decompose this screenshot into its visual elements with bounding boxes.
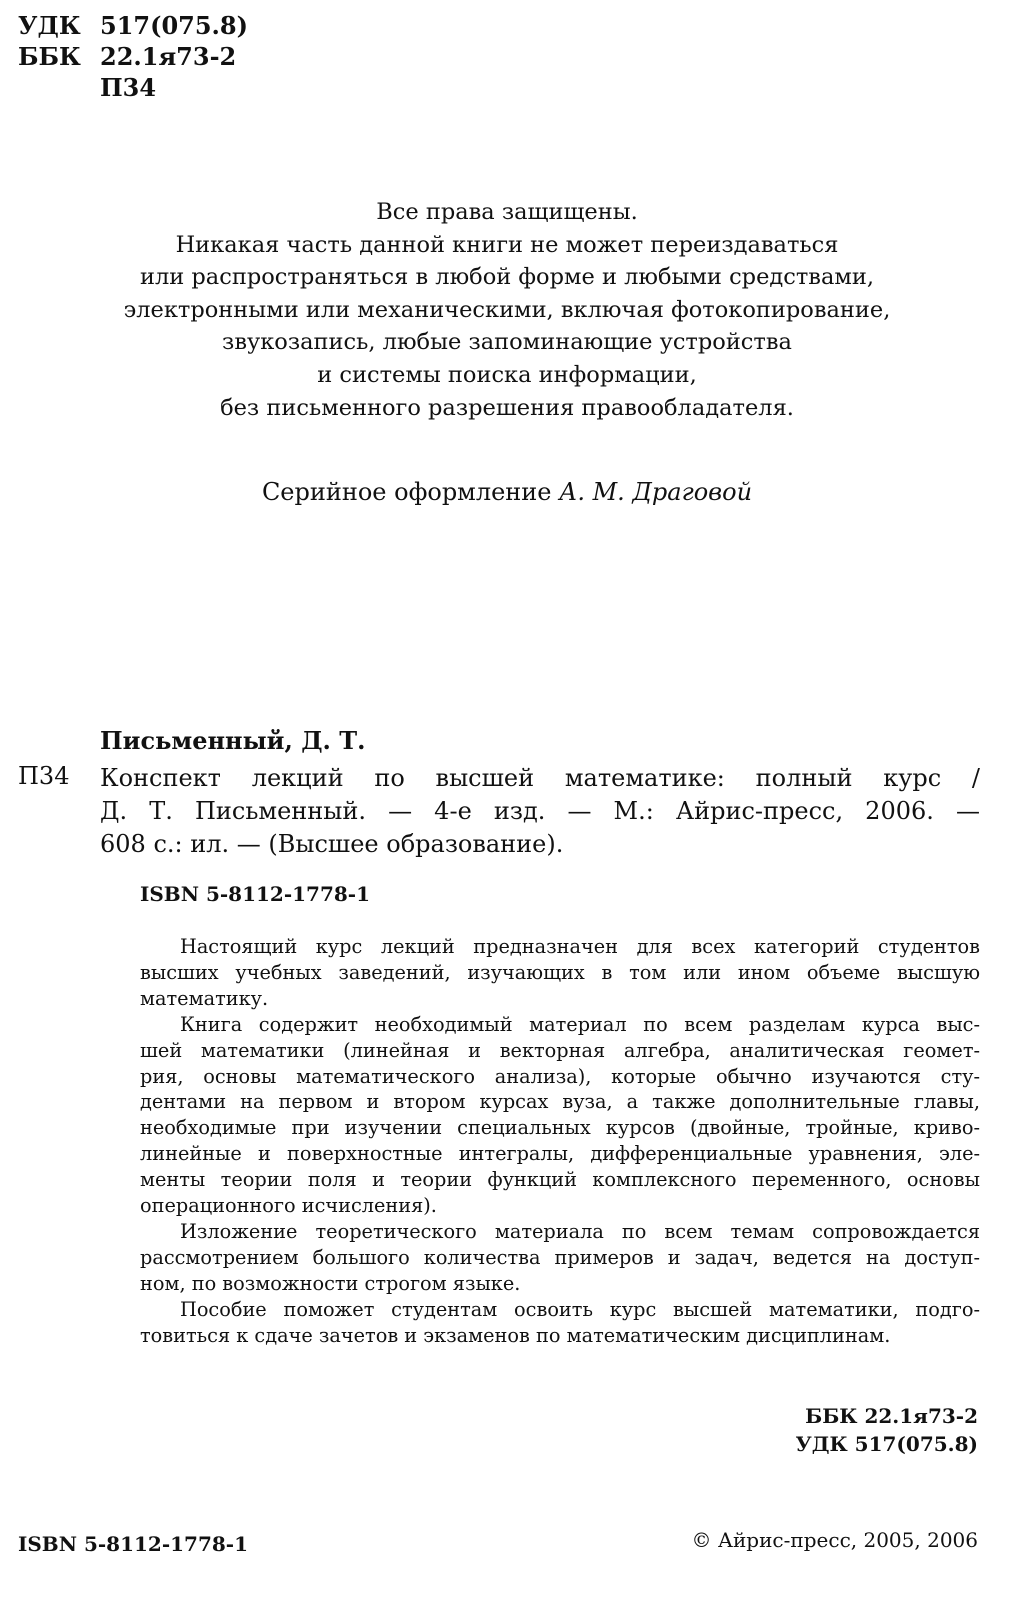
bbk-value: 22.1я73-2 <box>100 42 237 71</box>
bbk-label: ББК <box>18 42 81 71</box>
annotation-line: товиться к сдаче зачетов и экзаменов по математическим дисциплинам. <box>140 1323 891 1347</box>
footer-isbn: ISBN 5-8112-1778-1 <box>18 1532 249 1556</box>
rights-line: или распространяться в любой форме и любыми средствами, <box>139 264 875 291</box>
rights-line: Все права защищены. <box>376 199 638 225</box>
annotation-line: линейные и поверхностные интегралы, дифференциальные уравнения, эле- <box>140 1142 980 1166</box>
annotation-line: рассмотрением большого количества примеров и задач, ведется на доступ- <box>140 1245 980 1269</box>
series-design-prefix: Серийное оформление <box>261 478 552 506</box>
rights-line: звукозапись, любые запоминающие устройства <box>222 329 792 356</box>
copyright-notice: © Айрис-пресс, 2005, 2006 <box>691 1528 978 1552</box>
footer-bbk: ББК 22.1я73-2 <box>805 1404 978 1428</box>
annotation-line: рия, основы математического анализа), которые обычно изучаются сту- <box>140 1064 980 1088</box>
rights-line: Никакая часть данной книги не может переиздаваться <box>175 231 839 258</box>
series-design-credit <box>0 478 1014 506</box>
bibliographic-description <box>100 762 980 861</box>
record-isbn: ISBN 5-8112-1778-1 <box>140 882 371 906</box>
annotation-line: шей математики (линейная и векторная алгебра, аналитическая геомет- <box>140 1038 980 1062</box>
annotation-line: менты теории поля и теории функций комплексного переменного, основы <box>140 1168 980 1192</box>
bbk-line <box>18 41 248 72</box>
rights-line: электронными или механическими, включая фотокопирование, <box>123 296 891 323</box>
rights-notice <box>0 196 1014 424</box>
udk-label: УДК <box>18 11 81 40</box>
annotation-line: Изложение теоретического материала по всем темам сопровождается <box>180 1219 980 1243</box>
classification-codes <box>18 10 248 103</box>
udk-line <box>18 10 248 41</box>
annotation-line: дентами на первом и втором курсах вуза, а также дополнительные главы, <box>140 1090 980 1114</box>
biblio-line: 608 с.: ил. — (Высшее образование). <box>100 830 564 858</box>
rights-line: и системы поиска информации, <box>317 361 697 388</box>
annotation-line: Пособие поможет студентам освоить курс высшей математики, подго- <box>180 1297 980 1321</box>
biblio-line: Д. Т. Письменный. — 4-е изд. — М.: Айрис-пресс, 2006. — <box>100 797 980 825</box>
annotation <box>140 934 980 1349</box>
annotation-line: высших учебных заведений, изучающих в том или ином объеме высшую <box>140 960 980 984</box>
annotation-line: ном, по возможности строгом языке. <box>140 1271 521 1295</box>
annotation-line: операционного исчисления). <box>140 1194 437 1218</box>
record-author: Письменный, Д. Т. <box>100 726 366 755</box>
author-mark: П34 <box>100 73 157 102</box>
annotation-line: необходимые при изучении специальных курсов (двойные, тройные, криво- <box>140 1116 980 1140</box>
annotation-line: Книга содержит необходимый материал по всем разделам курса выс- <box>180 1012 980 1036</box>
annotation-line: Настоящий курс лекций предназначен для всех категорий студентов <box>180 935 980 958</box>
biblio-line: Конспект лекций по высшей математике: полный курс / <box>100 764 980 792</box>
series-designer-name: А. М. Драговой <box>559 478 753 506</box>
rights-line: без письменного разрешения правообладателя. <box>220 394 794 421</box>
udk-value: 517(075.8) <box>100 11 248 40</box>
record-author-mark: П34 <box>18 762 70 790</box>
footer-classification <box>796 1402 978 1458</box>
annotation-line: математику. <box>140 986 269 1010</box>
footer-udk: УДК 517(075.8) <box>795 1432 978 1456</box>
